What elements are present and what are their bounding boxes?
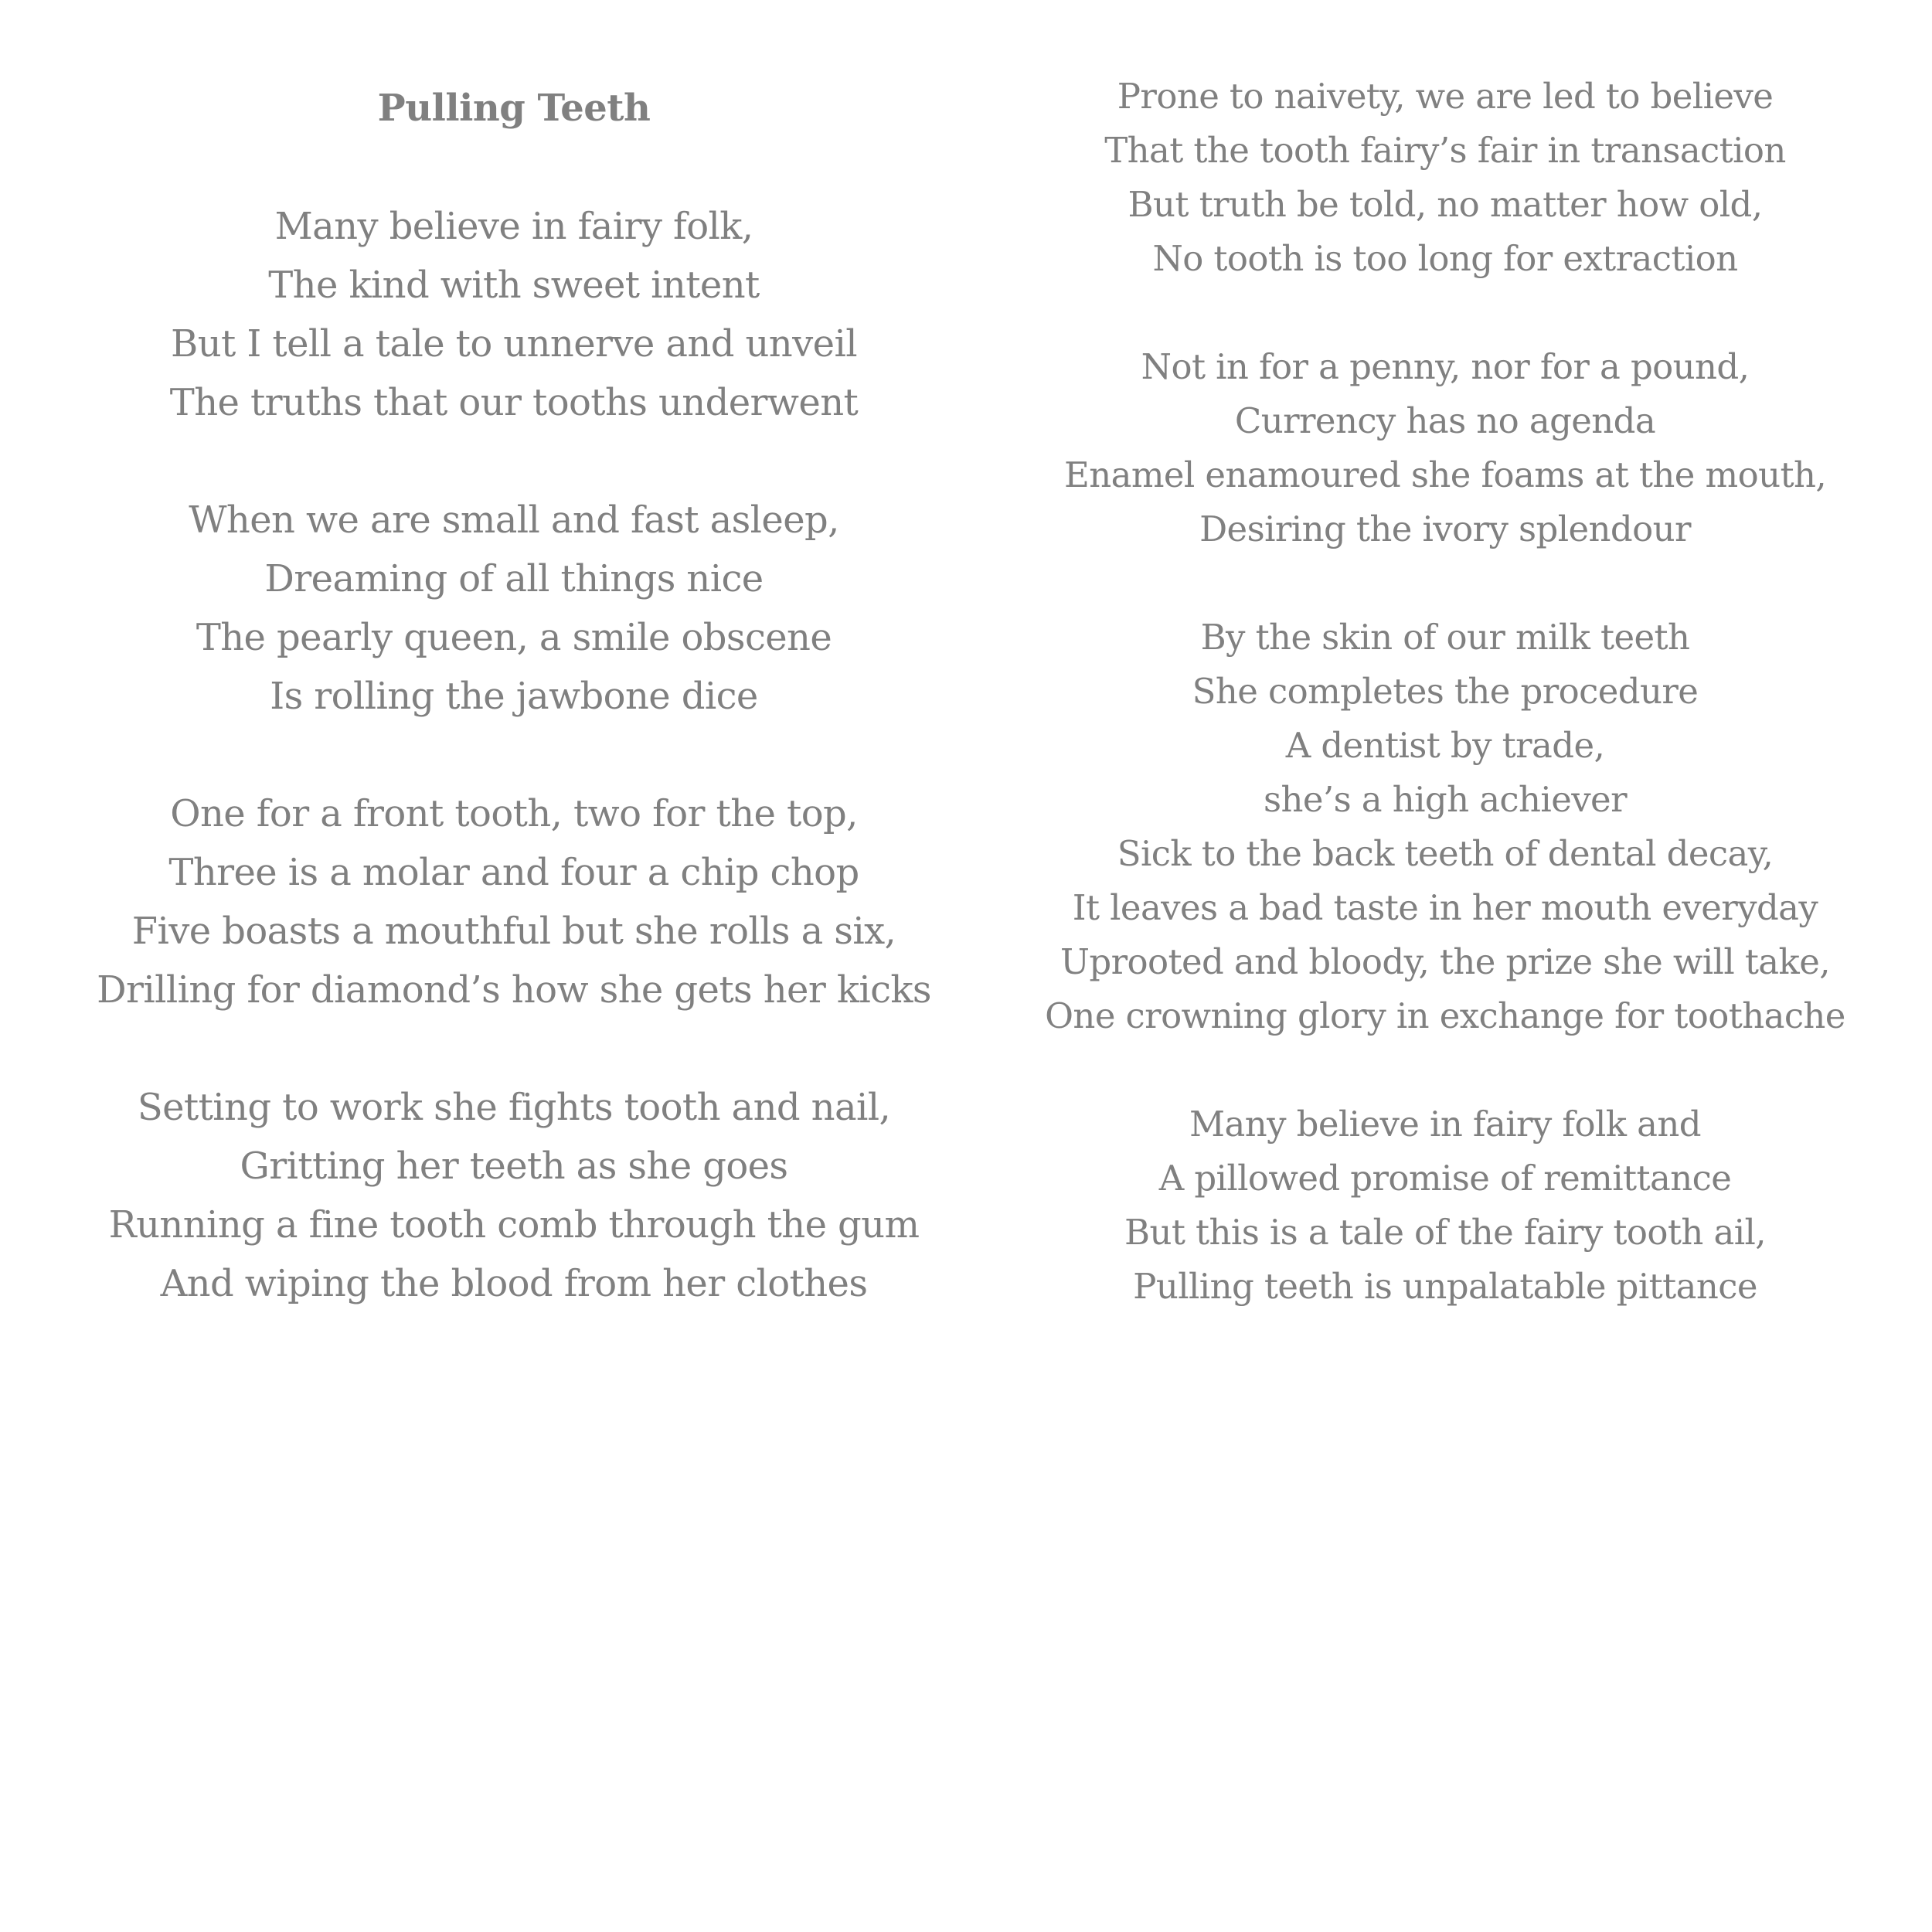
poem-line: Pulling teeth is unpalatable pittance	[1133, 1266, 1757, 1307]
poem-line: she’s a high achiever	[1263, 779, 1627, 820]
poem-line: But I tell a tale to unnerve and unveil	[171, 322, 857, 366]
left-stanzas	[46, 197, 981, 1313]
stanza	[1005, 70, 1886, 286]
stanza	[46, 491, 981, 726]
left-column	[46, 81, 981, 1372]
poem-line: Prone to naivety, we are led to believe	[1117, 76, 1774, 117]
poem-line: And wiping the blood from her clothes	[160, 1262, 868, 1305]
poem-line: Many believe in fairy folk,	[274, 205, 753, 248]
poem-line: But this is a tale of the fairy tooth ail,	[1124, 1212, 1766, 1253]
poem-line: By the skin of our milk teeth	[1200, 617, 1690, 658]
poem-line: Five boasts a mouthful but she rolls a six,	[131, 910, 896, 953]
poem-line: One crowning glory in exchange for toothache	[1045, 995, 1845, 1036]
poem-line: A dentist by trade,	[1285, 725, 1605, 766]
poem-line: Sick to the back teeth of dental decay,	[1117, 833, 1774, 874]
poem-title: Pulling Teeth	[377, 87, 651, 130]
stanza	[46, 784, 981, 1019]
poem-line: Setting to work she fights tooth and nail,	[137, 1086, 891, 1129]
poem-line: Three is a molar and four a chip chop	[168, 851, 859, 894]
poem-line: Many believe in fairy folk and	[1189, 1104, 1701, 1145]
poem-line: One for a front tooth, two for the top,	[170, 792, 858, 835]
poem-line: A pillowed promise of remittance	[1158, 1158, 1732, 1199]
stanza	[46, 197, 981, 432]
poem-line: But truth be told, no matter how old,	[1128, 184, 1763, 225]
stanza	[46, 1078, 981, 1313]
poem-line: The pearly queen, a smile obscene	[196, 616, 832, 659]
poem-line: That the tooth fairy’s fair in transaction	[1104, 130, 1786, 171]
stanza	[1005, 340, 1886, 556]
stanza	[1005, 611, 1886, 1043]
poem-line: Is rolling the jawbone dice	[270, 675, 758, 718]
poem-line: The truths that our tooths underwent	[169, 381, 859, 424]
poem-line: Desiring the ivory splendour	[1199, 509, 1691, 549]
poem-line: Drilling for diamond’s how she gets her kicks	[97, 968, 931, 1012]
poem-line: Enamel enamoured she foams at the mouth,	[1063, 454, 1827, 495]
right-stanzas	[1005, 70, 1886, 1314]
poem-line: Uprooted and bloody, the prize she will take,	[1060, 941, 1830, 982]
poem-line: When we are small and fast asleep,	[189, 498, 839, 542]
stanza	[1005, 1097, 1886, 1314]
poem-line: Gritting her teeth as she goes	[240, 1145, 788, 1188]
right-column	[1005, 70, 1886, 1368]
poem-line: No tooth is too long for extraction	[1152, 238, 1738, 279]
poem-line: It leaves a bad taste in her mouth everyday	[1072, 887, 1818, 928]
poem-line: Currency has no agenda	[1234, 400, 1656, 441]
poem-line: Dreaming of all things nice	[264, 557, 764, 600]
poem-line: She completes the procedure	[1192, 671, 1699, 712]
poem-line: The kind with sweet intent	[268, 264, 760, 307]
poem-line: Running a fine tooth comb through the gum	[108, 1203, 920, 1247]
poem-line: Not in for a penny, nor for a pound,	[1141, 346, 1750, 387]
